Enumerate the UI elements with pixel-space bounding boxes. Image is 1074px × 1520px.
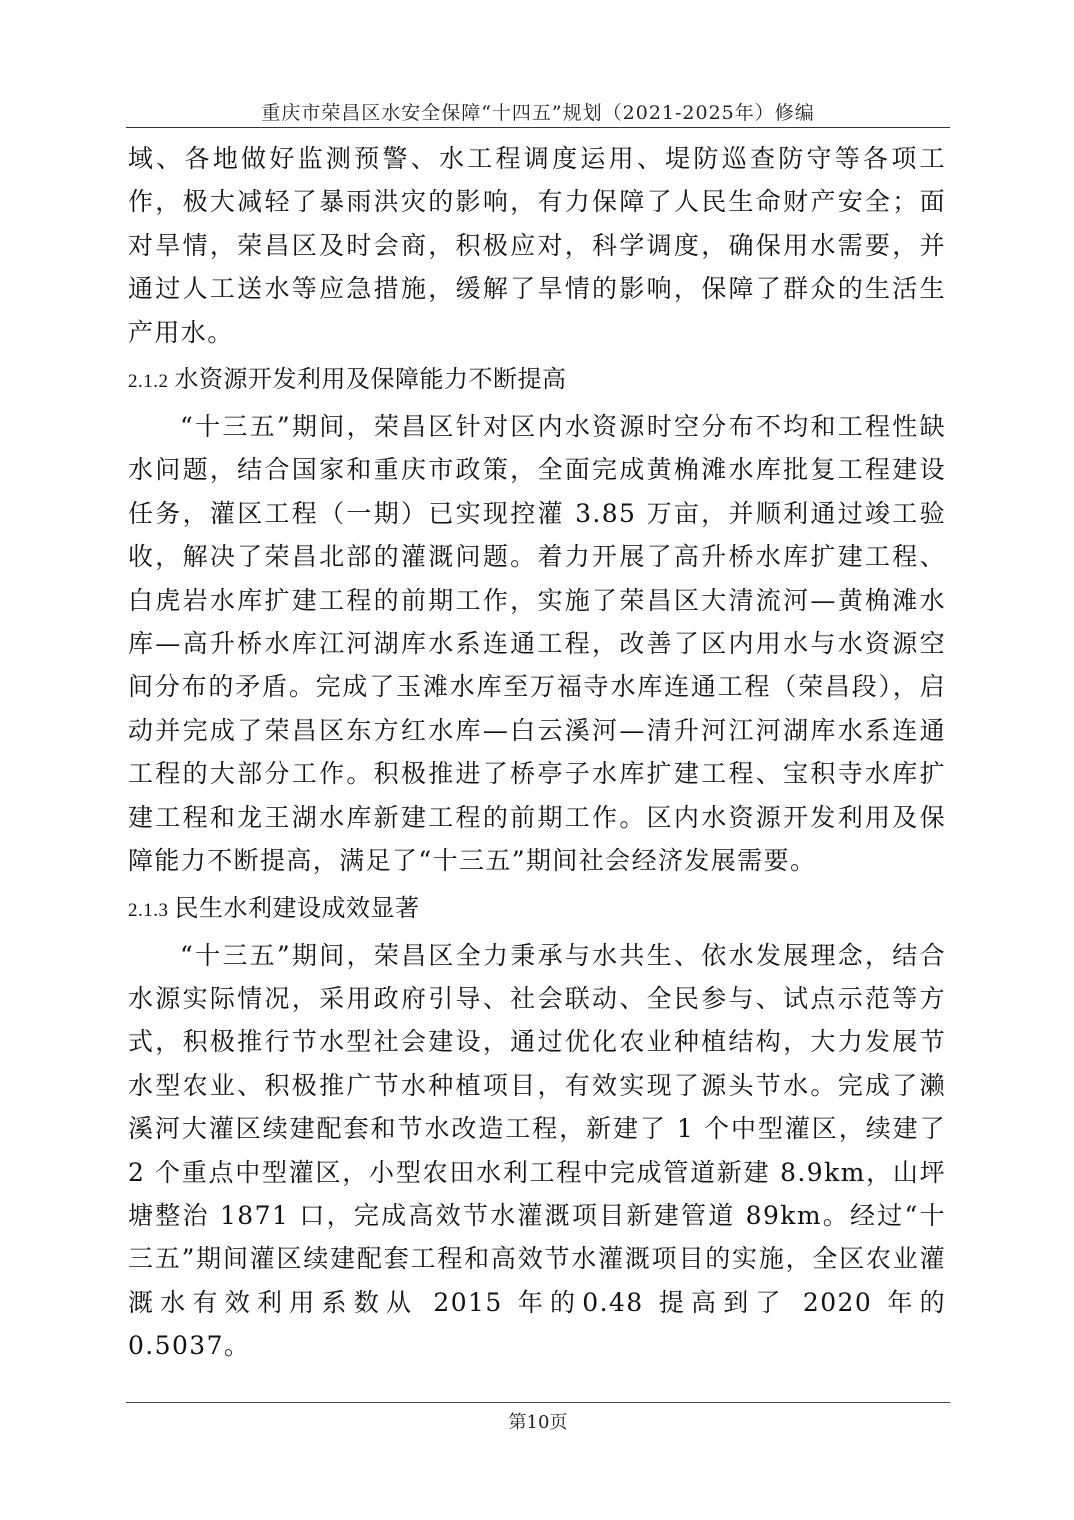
footer-divider	[126, 1402, 950, 1403]
section-title: 水资源开发利用及保障能力不断提高	[174, 365, 567, 394]
section-heading-2-1-3	[128, 883, 946, 934]
page-number: 第10页	[508, 1412, 568, 1433]
section-number: 2.1.2	[128, 371, 169, 393]
section-title: 民生水利建设成效显著	[174, 893, 420, 922]
page-body	[128, 137, 946, 1368]
body-paragraph-2-1-2: “十三五”期间，荣昌区针对区内水资源时空分布不均和工程性缺水问题，结合国家和重庆市政策，全面完成黄桷滩水库批复工程建设任务，灌区工程（一期）已实现控灌 3.85 万亩，并顺利通过竣工验收，解决了荣昌北部的灌溉问题。着力开展了高升桥水库扩建工程、白虎岩水库扩建工程的前期工作，实施了荣昌区大清流河—黄桷滩水库—高升桥水库江河湖库水系连通工程，改善了区内用水与水资源空间分布的矛盾。完成了玉滩水库至万福寺水库连通工程（荣昌段），启动并完成了荣昌区东方红水库—白云溪河—清升河江河湖库水系连通工程的大部分工作。积极推进了桥亭子水库扩建工程、宝积寺水库扩建工程和龙王湖水库新建工程的前期工作。区内水资源开发利用及保障能力不断提高，满足了“十三五”期间社会经济发展需要。	[128, 412, 946, 876]
body-paragraph-2-1-3: “十三五”期间，荣昌区全力秉承与水共生、依水发展理念，结合水源实际情况，采用政府引导、社会联动、全民参与、试点示范等方式，积极推行节水型社会建设，通过优化农业种植结构，大力发展节水型农业、积极推广节水种植项目，有效实现了源头节水。完成了濑溪河大灌区续建配套和节水改造工程，新建了 1 个中型灌区，续建了 2 个重点中型灌区，小型农田水利工程中完成管道新建 8.9km，山坪塘整治 1871 口，完成高效节水灌溉项目新建管道 89km。经过“十三五”期间灌区续建配套工程和高效节水灌溉项目的实施，全区农业灌溉水有效利用系数从 2015 年的0.48 提高到了 2020 年的 0.5037。	[128, 940, 946, 1361]
section-heading-2-1-2	[128, 354, 946, 405]
body-paragraph-continued: 域、各地做好监测预警、水工程调度运用、堤防巡查防守等各项工作，极大减轻了暴雨洪灾的影响，有力保障了人民生命财产安全；面对旱情，荣昌区及时会商，积极应对，科学调度，确保用水需要，并通过人工送水等应急措施，缓解了旱情的影响，保障了群众的生活生产用水。	[128, 144, 946, 347]
section-number: 2.1.3	[128, 899, 169, 921]
running-header: 重庆市荣昌区水安全保障“十四五”规划（2021-2025年）修编	[261, 102, 815, 124]
header-divider	[126, 127, 950, 128]
